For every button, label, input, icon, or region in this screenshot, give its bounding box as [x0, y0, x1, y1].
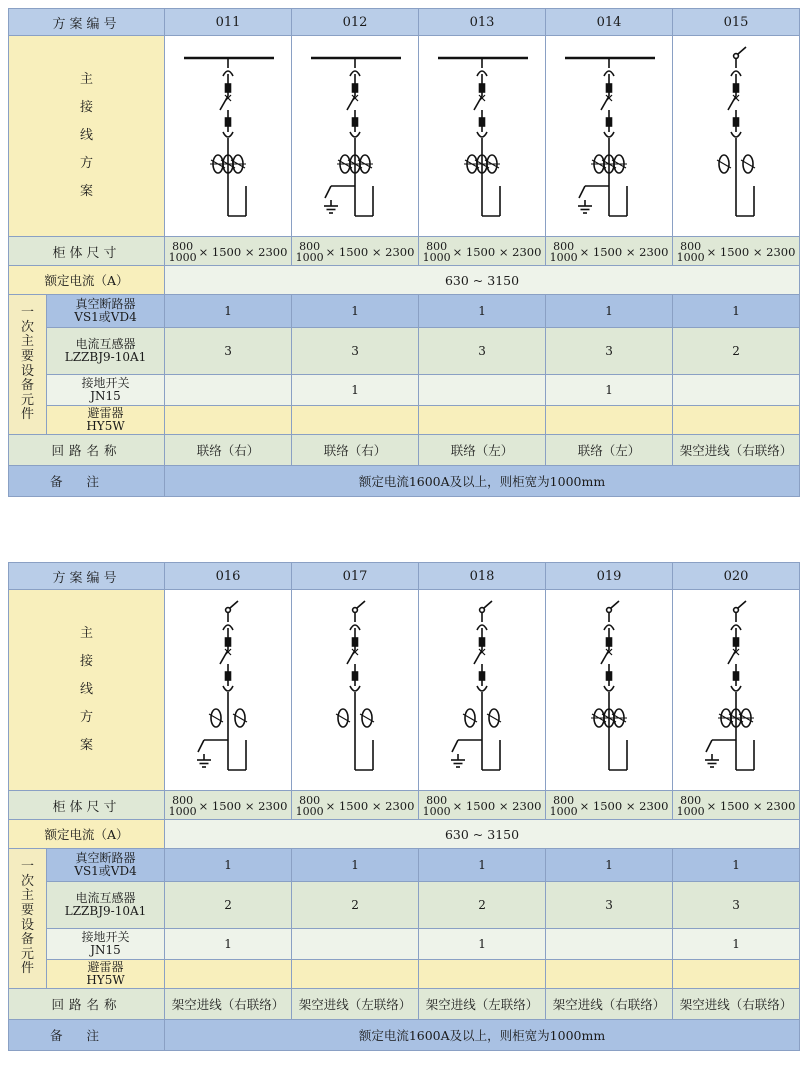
vacuum-breaker-label [47, 295, 165, 328]
vacuum-breaker-qty: 1 [546, 295, 673, 328]
earthing-switch-qty: 1 [673, 929, 800, 960]
surge-arrester-name: 避雷器 [87, 959, 124, 974]
main-wiring-label [9, 590, 165, 791]
wiring-diagram-013 [424, 46, 540, 226]
wiring-diagram-019 [551, 600, 667, 780]
vacuum-breaker-qty: 1 [673, 849, 800, 882]
breaker-upper-block [480, 84, 485, 92]
cabinet-width-1000: 1000 [422, 251, 451, 264]
cabinet-width-800: 800 [680, 240, 702, 253]
cabinet-width-800: 800 [299, 240, 321, 253]
circuit-name-015: 架空进线（右联络） [673, 435, 800, 466]
current-transformer-row [9, 882, 800, 929]
breaker-upper-block [353, 84, 358, 92]
cabinet-width-800: 800 [172, 794, 194, 807]
lower-contact [223, 686, 233, 691]
scheme-number-016: 016 [165, 563, 292, 590]
cabinet-size-cell [292, 237, 419, 266]
main-wiring-label-char: 接 [80, 100, 94, 116]
primary-equipment-text: 一次主要设备元件 [20, 305, 34, 423]
breaker-lower-block [734, 118, 739, 126]
cabinet-depth-height: × 1500 × 2300 [452, 799, 542, 813]
surge-arrester-qty [165, 406, 292, 435]
circuit-name-013: 联络（左） [419, 435, 546, 466]
rated-current-row [9, 820, 800, 849]
surge-arrester-qty [165, 960, 292, 989]
wiring-diagram-cell [292, 36, 419, 237]
wiring-diagram-cell [546, 590, 673, 791]
main-wiring-label-char: 主 [80, 72, 94, 88]
current-transformer-row [9, 328, 800, 375]
scheme-number-011: 011 [165, 9, 292, 36]
lower-contact [604, 686, 614, 691]
feeder-arrow [357, 601, 365, 608]
lower-contact [731, 686, 741, 691]
vacuum-breaker-row [9, 849, 800, 882]
cabinet-depth-height: × 1500 × 2300 [579, 799, 669, 813]
surge-arrester-qty [546, 960, 673, 989]
surge-arrester-qty [419, 960, 546, 989]
breaker-lower-block [480, 118, 485, 126]
vacuum-breaker-qty: 1 [673, 295, 800, 328]
breaker-lower-block [226, 672, 231, 680]
breaker-lower-block [353, 672, 358, 680]
main-wiring-label-char: 线 [80, 682, 94, 698]
wiring-diagram-018 [424, 600, 540, 780]
feeder-terminal [607, 608, 612, 613]
feeder-terminal [734, 54, 739, 59]
cabinet-depth-height: × 1500 × 2300 [706, 799, 796, 813]
cabinet-width-1000: 1000 [295, 251, 324, 264]
remark-label: 备注 [9, 466, 165, 497]
feeder-terminal [226, 608, 231, 613]
earthing-switch-qty [546, 929, 673, 960]
circuit-name-label: 回路名称 [9, 989, 165, 1020]
scheme-number-019: 019 [546, 563, 673, 590]
current-transformer-name: 电流互感器 [75, 890, 136, 905]
scheme-number-018: 018 [419, 563, 546, 590]
earthing-switch-name: 接地开关 [81, 929, 130, 944]
scheme-table-016-020 [8, 562, 800, 1051]
breaker-blade [347, 650, 355, 664]
scheme-number-015: 015 [673, 9, 800, 36]
primary-equipment-text: 一次主要设备元件 [20, 859, 34, 977]
vacuum-breaker-row [9, 295, 800, 328]
lower-contact [223, 132, 233, 137]
current-transformer-qty: 2 [165, 882, 292, 929]
breaker-upper-block [734, 638, 739, 646]
breaker-blade [474, 650, 482, 664]
cabinet-depth-height: × 1500 × 2300 [579, 245, 669, 259]
feeder-arrow [484, 601, 492, 608]
surge-arrester-model: HY5W [86, 419, 125, 433]
vacuum-breaker-qty: 1 [292, 849, 419, 882]
earth-switch-blade [325, 186, 331, 198]
current-transformer-label [47, 328, 165, 375]
cabinet-size-cell [673, 791, 800, 820]
scheme-number-017: 017 [292, 563, 419, 590]
earthing-switch-qty: 1 [165, 929, 292, 960]
breaker-upper-block [226, 638, 231, 646]
current-transformer-qty: 3 [673, 882, 800, 929]
lower-contact [604, 132, 614, 137]
main-wiring-label-char: 案 [80, 183, 94, 199]
wiring-diagram-014 [551, 46, 667, 226]
earthing-switch-model: JN15 [90, 389, 121, 403]
cabinet-width-1000: 1000 [549, 805, 578, 818]
main-wiring-label-char: 线 [80, 128, 94, 144]
scheme-number-label: 方案编号 [9, 563, 165, 590]
circuit-name-label: 回路名称 [9, 435, 165, 466]
scheme-number-014: 014 [546, 9, 673, 36]
spec-table [8, 8, 800, 497]
earthing-switch-qty [292, 929, 419, 960]
breaker-blade [220, 650, 228, 664]
cabinet-depth-height: × 1500 × 2300 [325, 799, 415, 813]
breaker-upper-block [734, 84, 739, 92]
wiring-diagram-011 [170, 46, 286, 226]
current-transformer-qty: 2 [292, 882, 419, 929]
breaker-blade [220, 96, 228, 110]
wiring-diagram-cell [165, 590, 292, 791]
surge-arrester-qty [673, 960, 800, 989]
earthing-switch-qty: 1 [546, 375, 673, 406]
main-wiring-label-char: 主 [80, 626, 94, 642]
scheme-number-row [9, 563, 800, 590]
cabinet-size-cell [546, 237, 673, 266]
surge-arrester-row [9, 406, 800, 435]
surge-arrester-qty [419, 406, 546, 435]
current-transformer-model: LZZBJ9-10A1 [64, 350, 147, 364]
main-wiring-label-char: 案 [80, 737, 94, 753]
breaker-upper-block [607, 638, 612, 646]
cabinet-width-1000: 1000 [676, 251, 705, 264]
current-transformer-qty: 3 [546, 328, 673, 375]
wiring-diagram-016 [170, 600, 286, 780]
breaker-upper-block [226, 84, 231, 92]
surge-arrester-name: 避雷器 [87, 405, 124, 420]
vacuum-breaker-name: 真空断路器 [75, 850, 136, 865]
breaker-upper-block [353, 638, 358, 646]
earth-switch-blade [198, 740, 204, 752]
rated-current-row [9, 266, 800, 295]
surge-arrester-qty [292, 406, 419, 435]
lower-contact [731, 132, 741, 137]
breaker-blade [474, 96, 482, 110]
vacuum-breaker-qty: 1 [292, 295, 419, 328]
rated-current-value: 630 ~ 3150 [165, 266, 800, 295]
earthing-switch-qty: 1 [292, 375, 419, 406]
feeder-arrow [738, 47, 746, 54]
rated-current-value: 630 ~ 3150 [165, 820, 800, 849]
circuit-name-014: 联络（左） [546, 435, 673, 466]
breaker-blade [728, 650, 736, 664]
cabinet-depth-height: × 1500 × 2300 [452, 245, 542, 259]
cabinet-depth-height: × 1500 × 2300 [706, 245, 796, 259]
cabinet-size-cell [673, 237, 800, 266]
remark-text: 额定电流1600A及以上，则柜宽为1000mm [165, 466, 800, 497]
vacuum-breaker-qty: 1 [165, 295, 292, 328]
current-transformer-model: LZZBJ9-10A1 [64, 904, 147, 918]
breaker-blade [347, 96, 355, 110]
feeder-arrow [738, 601, 746, 608]
breaker-lower-block [734, 672, 739, 680]
earth-switch-blade [452, 740, 458, 752]
current-transformer-qty: 2 [419, 882, 546, 929]
breaker-upper-block [607, 84, 612, 92]
main-wiring-label-char: 方 [80, 155, 94, 171]
cabinet-depth-height: × 1500 × 2300 [198, 245, 288, 259]
remark-row [9, 1020, 800, 1051]
circuit-name-row [9, 989, 800, 1020]
earth-switch-blade [706, 740, 712, 752]
current-transformer-name: 电流互感器 [75, 336, 136, 351]
lower-contact [477, 132, 487, 137]
wiring-diagram-cell [292, 590, 419, 791]
main-wiring-row [9, 36, 800, 237]
surge-arrester-label [47, 406, 165, 435]
primary-equipment-label [9, 849, 47, 989]
cabinet-width-1000: 1000 [168, 251, 197, 264]
cabinet-size-cell [419, 791, 546, 820]
earthing-switch-model: JN15 [90, 943, 121, 957]
circuit-name-020: 架空进线（右联络） [673, 989, 800, 1020]
scheme-number-013: 013 [419, 9, 546, 36]
cabinet-size-cell [165, 237, 292, 266]
vacuum-breaker-qty: 1 [419, 849, 546, 882]
earthing-switch-row [9, 929, 800, 960]
circuit-name-018: 架空进线（左联络） [419, 989, 546, 1020]
wiring-diagram-012 [297, 46, 413, 226]
main-wiring-label-char: 方 [80, 709, 94, 725]
current-transformer-qty: 3 [292, 328, 419, 375]
vacuum-breaker-qty: 1 [165, 849, 292, 882]
wiring-diagram-cell [419, 590, 546, 791]
surge-arrester-row [9, 960, 800, 989]
earthing-switch-name: 接地开关 [81, 375, 130, 390]
cabinet-width-800: 800 [680, 794, 702, 807]
feeder-terminal [480, 608, 485, 613]
rated-current-label: 额定电流（A） [9, 820, 165, 849]
earthing-switch-qty: 1 [419, 929, 546, 960]
primary-equipment-label [9, 295, 47, 435]
wiring-diagram-015 [678, 46, 794, 226]
rated-current-label: 额定电流（A） [9, 266, 165, 295]
circuit-name-row [9, 435, 800, 466]
cabinet-size-cell [292, 791, 419, 820]
lower-contact [350, 686, 360, 691]
scheme-number-label: 方案编号 [9, 9, 165, 36]
scheme-number-020: 020 [673, 563, 800, 590]
cabinet-size-cell [546, 791, 673, 820]
current-transformer-label [47, 882, 165, 929]
circuit-name-011: 联络（右） [165, 435, 292, 466]
vacuum-breaker-model: VS1或VD4 [74, 310, 137, 324]
cabinet-depth-height: × 1500 × 2300 [198, 799, 288, 813]
feeder-arrow [230, 601, 238, 608]
cabinet-size-label: 柜体尺寸 [9, 791, 165, 820]
feeder-terminal [353, 608, 358, 613]
breaker-lower-block [607, 118, 612, 126]
breaker-lower-block [480, 672, 485, 680]
cabinet-width-1000: 1000 [676, 805, 705, 818]
circuit-name-012: 联络（右） [292, 435, 419, 466]
surge-arrester-model: HY5W [86, 973, 125, 987]
spec-table [8, 562, 800, 1051]
cabinet-size-row [9, 237, 800, 266]
surge-arrester-label [47, 960, 165, 989]
wiring-diagram-cell [165, 36, 292, 237]
feeder-terminal [734, 608, 739, 613]
vacuum-breaker-qty: 1 [546, 849, 673, 882]
breaker-lower-block [607, 672, 612, 680]
cabinet-width-800: 800 [553, 240, 575, 253]
current-transformer-qty: 3 [419, 328, 546, 375]
cabinet-width-1000: 1000 [295, 805, 324, 818]
earthing-switch-qty [419, 375, 546, 406]
cabinet-width-800: 800 [172, 240, 194, 253]
surge-arrester-qty [673, 406, 800, 435]
remark-text: 额定电流1600A及以上，则柜宽为1000mm [165, 1020, 800, 1051]
surge-arrester-qty [546, 406, 673, 435]
cabinet-width-800: 800 [426, 240, 448, 253]
wiring-diagram-cell [419, 36, 546, 237]
cabinet-width-800: 800 [553, 794, 575, 807]
circuit-name-016: 架空进线（右联络） [165, 989, 292, 1020]
breaker-blade [601, 650, 609, 664]
cabinet-depth-height: × 1500 × 2300 [325, 245, 415, 259]
cabinet-size-cell [165, 791, 292, 820]
wiring-diagram-020 [678, 600, 794, 780]
vacuum-breaker-name: 真空断路器 [75, 296, 136, 311]
scheme-table-011-015 [8, 8, 800, 497]
remark-row [9, 466, 800, 497]
wiring-diagram-cell [673, 36, 800, 237]
scheme-number-row [9, 9, 800, 36]
wiring-diagram-cell [673, 590, 800, 791]
earthing-switch-label [47, 375, 165, 406]
earthing-switch-qty [673, 375, 800, 406]
vacuum-breaker-qty: 1 [419, 295, 546, 328]
earth-switch-blade [579, 186, 585, 198]
breaker-lower-block [226, 118, 231, 126]
current-transformer-qty: 3 [165, 328, 292, 375]
cabinet-width-800: 800 [426, 794, 448, 807]
current-transformer-qty: 3 [546, 882, 673, 929]
lower-contact [477, 686, 487, 691]
breaker-upper-block [480, 638, 485, 646]
cabinet-size-cell [419, 237, 546, 266]
remark-label: 备注 [9, 1020, 165, 1051]
earthing-switch-qty [165, 375, 292, 406]
wiring-diagram-cell [546, 36, 673, 237]
cabinet-width-800: 800 [299, 794, 321, 807]
circuit-name-017: 架空进线（左联络） [292, 989, 419, 1020]
surge-arrester-qty [292, 960, 419, 989]
vacuum-breaker-model: VS1或VD4 [74, 864, 137, 878]
current-transformer-qty: 2 [673, 328, 800, 375]
scheme-number-012: 012 [292, 9, 419, 36]
main-wiring-label-char: 接 [80, 654, 94, 670]
breaker-lower-block [353, 118, 358, 126]
cabinet-size-row [9, 791, 800, 820]
lower-contact [350, 132, 360, 137]
earthing-switch-label [47, 929, 165, 960]
cabinet-size-label: 柜体尺寸 [9, 237, 165, 266]
main-wiring-row [9, 590, 800, 791]
cabinet-width-1000: 1000 [422, 805, 451, 818]
breaker-blade [728, 96, 736, 110]
breaker-blade [601, 96, 609, 110]
earthing-switch-row [9, 375, 800, 406]
vacuum-breaker-label [47, 849, 165, 882]
feeder-arrow [611, 601, 619, 608]
circuit-name-019: 架空进线（右联络） [546, 989, 673, 1020]
cabinet-width-1000: 1000 [168, 805, 197, 818]
main-wiring-label [9, 36, 165, 237]
wiring-diagram-017 [297, 600, 413, 780]
cabinet-width-1000: 1000 [549, 251, 578, 264]
